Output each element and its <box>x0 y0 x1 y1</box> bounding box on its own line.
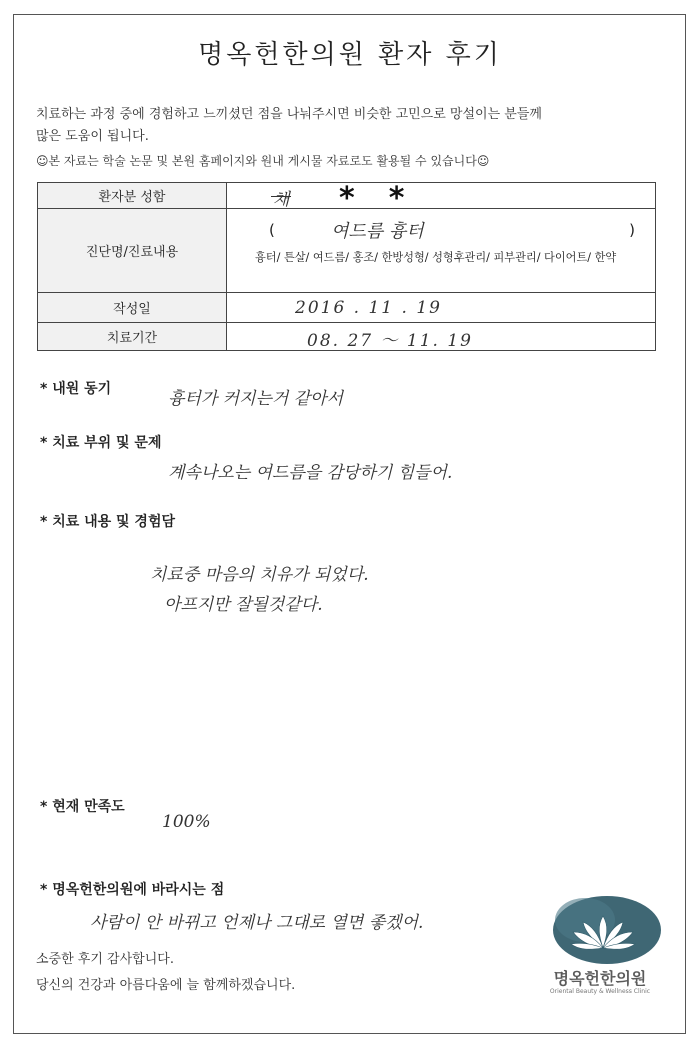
wish-label: * 명옥헌한의원에 바라시는 점 <box>40 882 225 898</box>
paren-open: ( <box>269 221 275 239</box>
problem-answer: 계속나오는 여드름을 감당하기 힘들어. <box>168 463 453 483</box>
experience-line-2: 아프지만 잘될것같다. <box>164 595 323 615</box>
diagnosis-label: 진단명/진료내용 <box>38 209 227 293</box>
date-label: 작성일 <box>38 293 227 323</box>
intro-line-2: 많은 도움이 됩니다. <box>36 129 149 144</box>
satisfaction-answer: 100% <box>162 812 211 832</box>
diagnosis-value: 여드름 흉터 <box>331 221 424 242</box>
wish-answer: 사람이 안 바뀌고 언제나 그대로 열면 좋겠어. <box>90 913 424 933</box>
name-cell <box>227 181 656 216</box>
treatment-options: 흉터/ 튼살/ 여드름/ 홍조/ 한방성형/ 성형후관리/ 피부관리/ 다이어트/ 한약 <box>255 251 617 264</box>
experience-label: * 치료 내용 및 경험담 <box>40 514 176 530</box>
experience-line-1: 치료중 마음의 치유가 되었다. <box>150 565 369 585</box>
usage-notice: ☺본 자료는 학술 논문 및 본원 홈페이지와 원내 게시물 자료로도 활용될 수 있습니다☺ <box>36 154 490 168</box>
patient-info-table <box>37 182 656 351</box>
satisfaction-label: * 현재 만족도 <box>40 799 125 815</box>
name-row <box>38 183 656 209</box>
period-label: 치료기간 <box>38 323 227 351</box>
intro-line-1: 치료하는 과정 중에 경험하고 느끼셨던 점을 나눠주시면 비슷한 고민으로 망설이는 분들께 <box>36 107 542 122</box>
thanks-line-1: 소중한 후기 감사합니다. <box>36 952 174 967</box>
page-title: 명옥헌한의원 환자 후기 <box>198 40 502 70</box>
period-cell <box>227 323 656 351</box>
name-value: 채 <box>273 185 289 210</box>
date-row <box>38 293 656 323</box>
period-value: 08. 27 ～ 11. 19 <box>307 331 473 351</box>
name-masked-stars: ** <box>339 181 439 216</box>
diagnosis-row <box>38 209 656 293</box>
clinic-logo-subtitle: Oriental Beauty & Wellness Clinic <box>549 988 651 995</box>
motive-label: * 내원 동기 <box>40 381 112 397</box>
diagnosis-cell <box>227 209 656 293</box>
name-label: 환자분 성함 <box>38 183 227 209</box>
date-value: 2016 . 11 . 19 <box>295 298 442 318</box>
motive-answer: 흉터가 커지는거 같아서 <box>168 389 344 409</box>
period-row <box>38 323 656 351</box>
date-cell <box>227 293 656 323</box>
problem-label: * 치료 부위 및 문제 <box>40 435 162 451</box>
clinic-logo-name: 명옥헌한의원 <box>553 969 647 988</box>
thanks-line-2: 당신의 건강과 아름다움에 늘 함께하겠습니다. <box>36 978 296 993</box>
paren-close: ) <box>629 221 635 239</box>
